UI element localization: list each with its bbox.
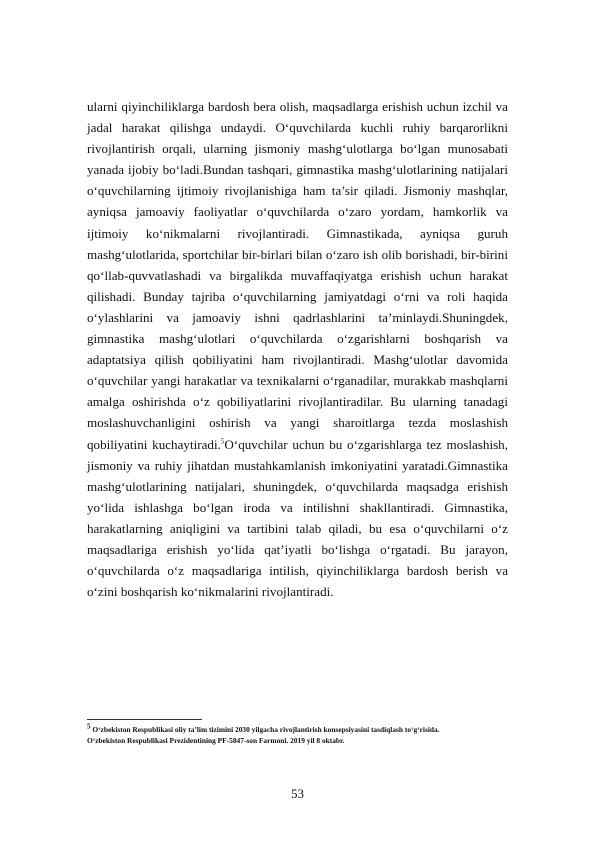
- footnote-2: [87, 735, 527, 746]
- body-text-part-2: O‘quvchilar uchun bu o‘zgarishlarga tez moslashish, jismoniy va ruhiy jihatdan mustahkamlanish imkoniyatini yaratadi.Gimnastika mashg‘ulotlarining natijalari, shuningdek, o‘quvchilarda maqsadga erishish yo‘lida ishlashga bo‘lgan iroda va intilishni shakllantiradi. Gimnastika, harakatlarning aniqligini va tartibini talab qiladi, bu esa o‘quvchilarni o‘z maqsadlariga erishish yo‘lida qat’iyatli bo‘lishga o‘rgatadi. Bu jarayon, o‘quvchilarda o‘z maqsadlariga intilish, qiyinchiliklarga bardosh berish va o‘zini boshqarish ko‘nikmalarini rivojlantiradi.: [87, 436, 508, 600]
- footnote-text: O‘zbekiston Respublikasi oliy ta’lim tizimini 2030 yilgacha rivojlantirish konsepsiyasini tasdiqlash to‘g‘risida.: [90, 725, 440, 734]
- footnotes: [87, 724, 527, 746]
- footnote-separator: [87, 719, 202, 720]
- footnote-1: [87, 724, 527, 735]
- footnote-reference: 5: [220, 437, 225, 446]
- footnote-marker: 5: [87, 722, 91, 731]
- body-paragraph: [87, 96, 508, 602]
- body-text-part-1: ularni qiyinchiliklarga bardosh bera olish, maqsadlarga erishish uchun izchil va jadal harakat qilishga undaydi. O‘quvchilarda kuchli ruhiy barqarorlikni rivojlantirish orqali, ularning jismoniy mashg‘ulotlarga bo‘lgan munosabati yanada ijobiy bo‘ladi.Bundan tashqari, gimnastika mashg‘ulotlarining natijalari o‘quvchilarning ijtimoiy rivojlanishiga ham ta’sir qiladi. Jismoniy mashqlar, ayniqsa jamoaviy faoliyatlar o‘quvchilarda o‘zaro yordam, hamkorlik va ijtimoiy ko‘nikmalarni rivojlantiradi. Gimnastikada, ayniqsa guruh mashg‘ulotlarida, sportchilar bir-birlari bilan o‘zaro ish olib borishadi, bir-birini qo‘llab-quvvatlashadi va birgalikda muvaffaqiyatga erishish uchun harakat qilishadi. Bunday tajriba o‘quvchilarning jamiyatdagi o‘rni va roli haqida o‘ylashlarini va jamoaviy ishni qadrlashlarini ta’minlaydi.Shuningdek, gimnastika mashg‘ulotlari o‘quvchilarda o‘zgarishlarni boshqarish va adaptatsiya qilish qobiliyatini ham rivojlantiradi. Mashg‘ulotlar davomida o‘quvchilar yangi harakatlar va texnikalarni o‘rganadilar, murakkab mashqlarni amalga oshirishda o‘z qobiliyatlarini rivojlantiradilar. Bu ularning tanadagi moslashuvchanligini oshirish va yangi sharoitlarga tezda moslashish qobiliyatini kuchaytiradi.: [87, 99, 508, 452]
- body-text: [87, 96, 508, 602]
- page-number: 53: [291, 786, 304, 801]
- footnote-text: O‘zbekiston Respublikasi Prezidentining PF-5847-son Farmoni. 2019 yil 8 oktabr.: [87, 736, 345, 745]
